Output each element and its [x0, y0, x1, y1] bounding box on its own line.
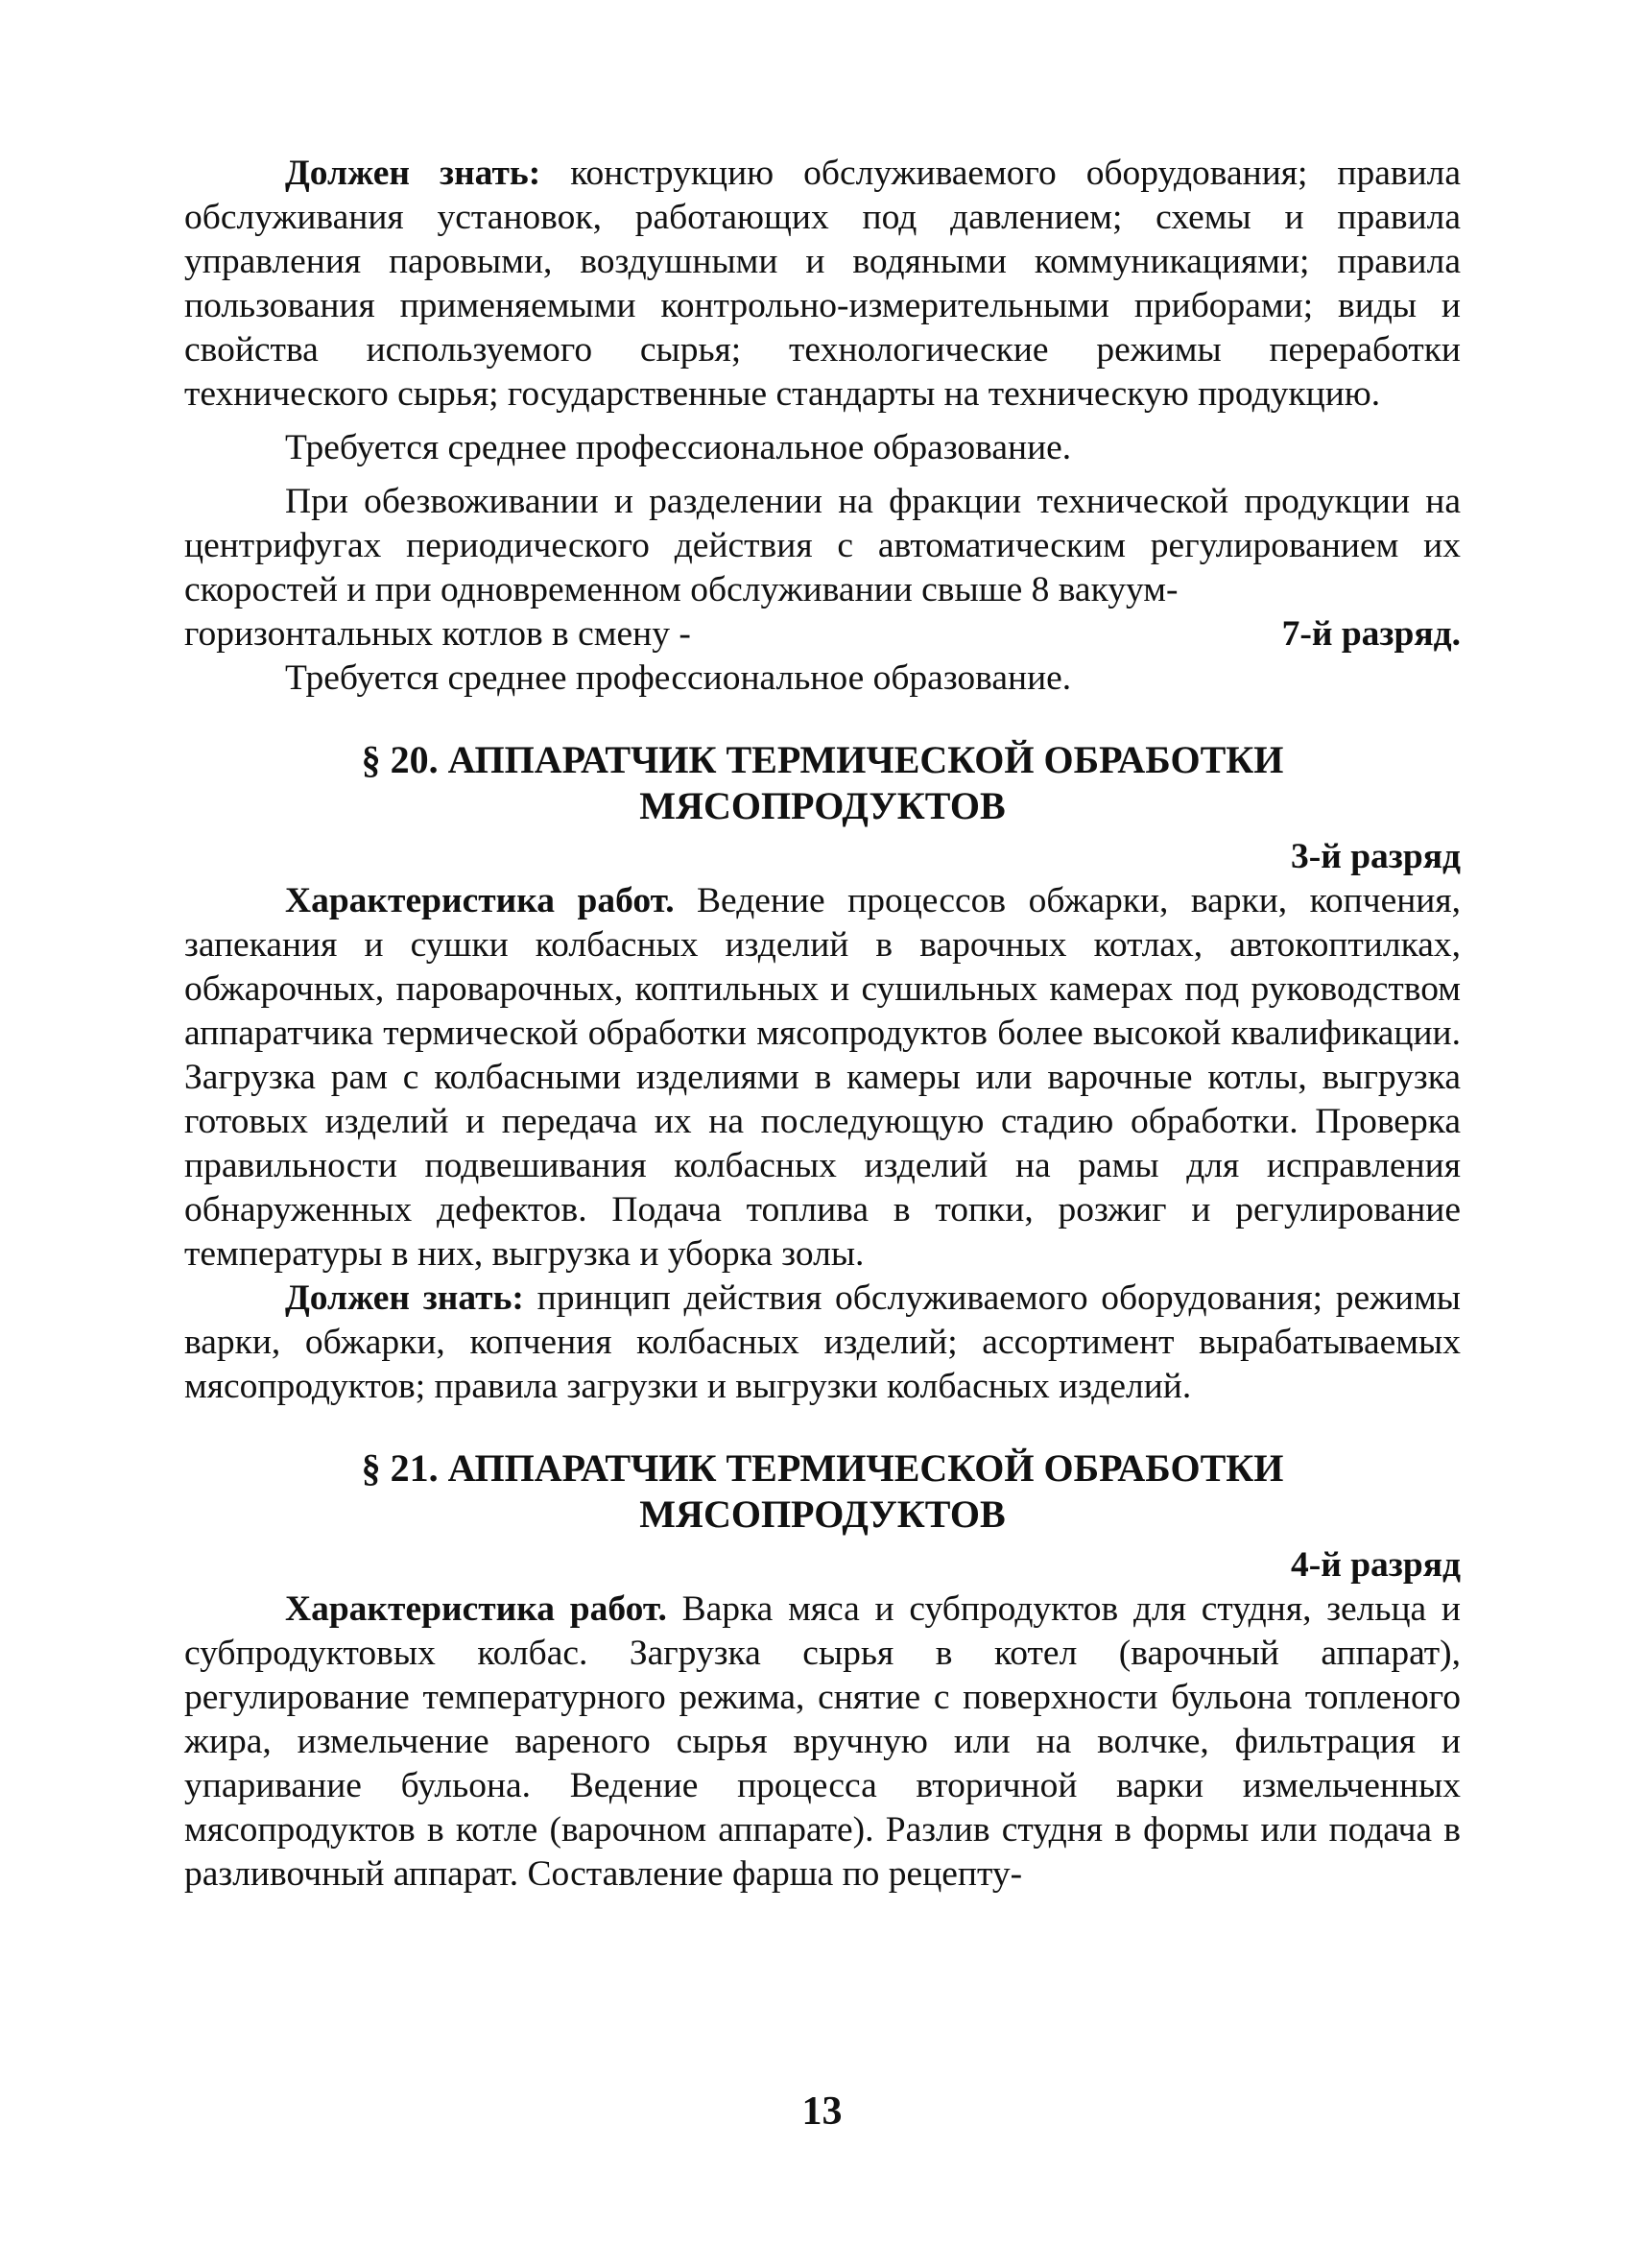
section-21-title: [184, 1445, 1461, 1538]
must-know-paragraph: [184, 152, 1461, 417]
section-20-char-label: Характеристика работ.: [285, 881, 675, 920]
education-requirement-2: Требуется среднее профессиональное образование.: [285, 658, 1072, 698]
section-21-title-line2: МЯСОПРОДУКТОВ: [639, 1492, 1006, 1536]
section-20-must-know: [184, 1277, 1461, 1409]
section-21-characteristics: [184, 1588, 1461, 1897]
section-20-characteristics: [184, 879, 1461, 1277]
section-20-title: [184, 737, 1461, 829]
section-21-title-line1: § 21. АППАРАТЧИК ТЕРМИЧЕСКОЙ ОБРАБОТКИ: [361, 1446, 1284, 1490]
education-requirement: Требуется среднее профессиональное образование.: [285, 428, 1072, 467]
must-know-label: Должен знать:: [285, 154, 541, 193]
section-21-char-text: Варка мяса и субпродуктов для студня, зельца и субпродуктовых колбас. Загрузка сырья в котел (варочный аппарат), регулирование температурного режима, снятие с поверхности бульона топленого жира, измельчение вареного сырья вручную или на волчке, фильтрация и упаривание бульона. Ведение процесса вторичной варки измельченных мясопродуктов в котле (варочном аппарате). Разлив студня в формы или подача в разливочный аппарат. Составление фарша по рецепту-: [184, 1589, 1461, 1894]
document-page: [184, 152, 1461, 1897]
section-20-title-line1: § 20. АППАРАТЧИК ТЕРМИЧЕСКОЙ ОБРАБОТКИ: [361, 738, 1284, 781]
section-21-grade: 4-й разряд: [1290, 1545, 1461, 1585]
section-20-know-text: принцип действия обслуживаемого оборудования; режимы варки, обжарки, копчения колбасных изделий; ассортимент вырабатываемых мясопродуктов; правила загрузки и выгрузки колбасных изделий.: [184, 1278, 1461, 1406]
centrifuge-paragraph: [184, 480, 1461, 612]
spacer: [184, 470, 1461, 480]
section-20-title-line2: МЯСОПРОДУКТОВ: [639, 784, 1006, 827]
spacer: [184, 417, 1461, 426]
must-know-text: конструкцию обслуживаемого оборудования; правила обслуживания установок, работающих под давлением; схемы и правила управления паровыми, воздушными и водяными коммуникациями; правила пользования применяемыми контрольно-измерительными приборами; виды и свойства используемого сырья; технологические режимы переработки технического сырья; государственные стандарты на техническую продукцию.: [184, 154, 1461, 414]
section-20-know-label: Должен знать:: [285, 1278, 524, 1318]
section-20-char-text: Ведение процессов обжарки, варки, копчения, запекания и сушки колбасных изделий в варочных котлах, автокоптилках, обжарочных, пароварочных, коптильных и сушильных камерах под руководством аппаратчика термической обработки мясопродуктов более высокой квалификации. Загрузка рам с колбасными изделиями в камеры или варочные котлы, выгрузка готовых изделий и передача их на последующую стадию обработки. Проверка правильности подвешивания колбасных изделий на рамы для исправления обнаруженных дефектов. Подача топлива в топки, розжиг и регулирование температуры в них, выгрузка и уборка золы.: [184, 881, 1461, 1274]
section-20-grade: 3-й разряд: [1290, 837, 1461, 876]
rank-line-text: горизонтальных котлов в смену -: [184, 614, 691, 654]
rank-seven: 7-й разряд.: [1281, 614, 1461, 654]
rank-line: [184, 612, 1461, 657]
centrifuge-text: При обезвоживании и разделении на фракции технической продукции на центрифугах периодического действия с автоматическим регулированием их скоростей и при одновременном обслуживании свыше 8 вакуум-: [184, 482, 1461, 609]
section-21-char-label: Характеристика работ.: [285, 1589, 667, 1629]
page-number: 13: [801, 2089, 843, 2134]
